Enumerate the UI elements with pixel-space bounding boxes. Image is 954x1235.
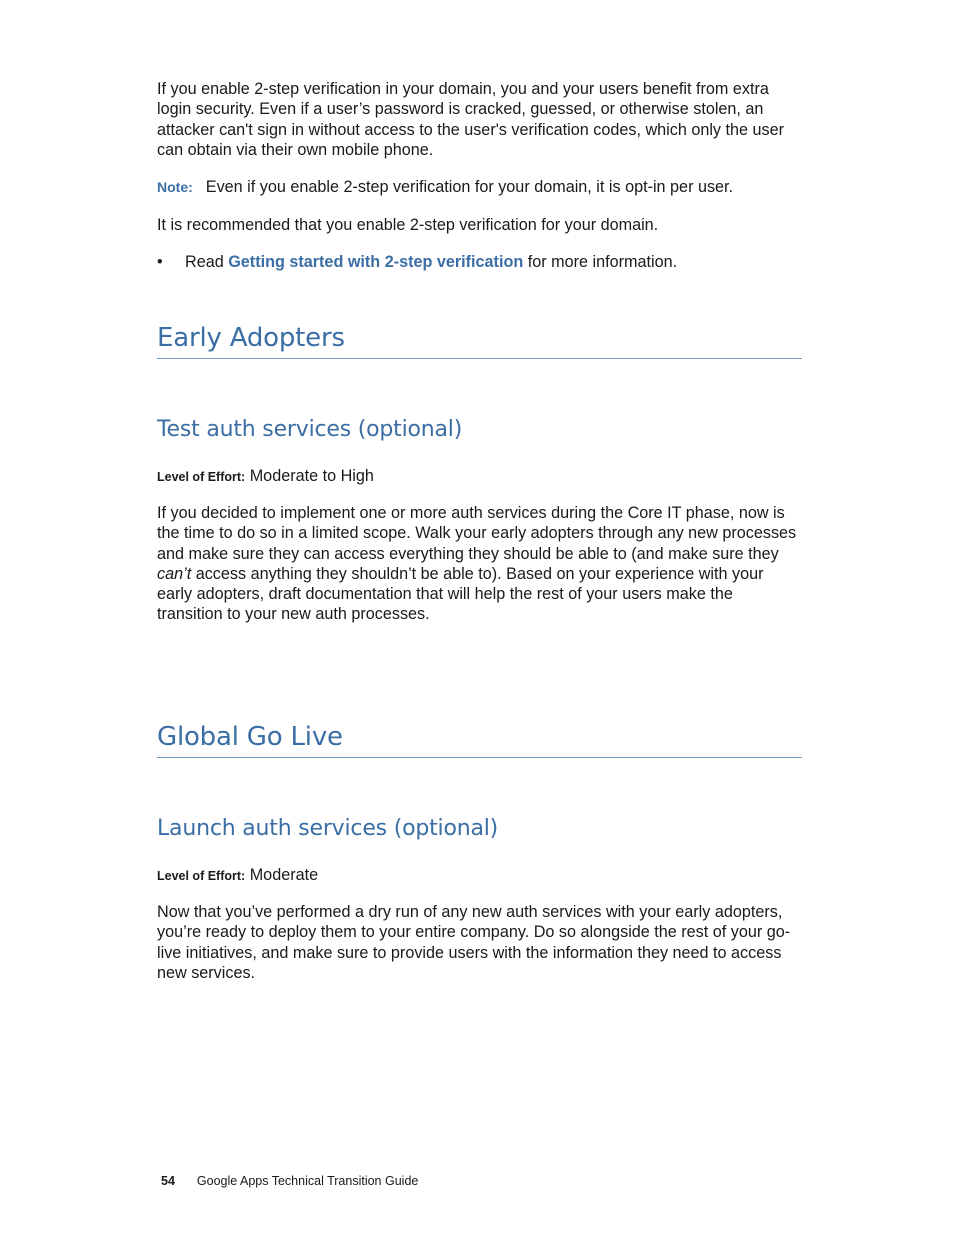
early-paragraph-part1: If you decided to implement one or more auth services during the Core IT phase, now is the time to do so in a limited scope. Walk your early adopters through any new processes and make sure they can access everything they should be able to (and make sure they [157,504,797,563]
global-effort-label: Level of Effort: [157,869,246,883]
note [157,177,802,197]
bullet-symbol: • [157,253,163,271]
bullet-suffix: for more information. [523,253,678,271]
early-effort-value: Moderate to High [249,467,374,485]
early-adopters-paragraph [157,503,802,625]
footer-title: Google Apps Technical Transition Guide [196,1174,419,1188]
global-go-live-paragraph: Now that you’ve performed a dry run of any new auth services with your early adopters, you’re ready to deploy them to your entire company. Do so alongside the rest of your go-live initiatives, and make sure to provide users with the information they need to access new services. [157,903,791,982]
early-effort-label: Level of Effort: [157,470,246,484]
early-paragraph-part2: access anything they shouldn’t be able to). Based on your experience with your early adopters, draft documentation that will help the rest of your users make the transition to your new auth processes. [157,564,764,624]
note-text: Even if you enable 2-step verification for your domain, it is opt-in per user. [205,178,734,196]
test-auth-heading: Test auth services (optional) [157,417,463,442]
global-effort-value: Moderate [249,866,319,884]
early-paragraph-em: can’t [157,564,192,583]
recommendation-paragraph: It is recommended that you enable 2-step verification for your domain. [157,216,659,234]
page-footer [161,1174,418,1188]
global-effort [157,865,802,886]
bullet-prefix: Read [185,253,229,271]
early-effort [157,466,802,487]
launch-auth-heading: Launch auth services (optional) [157,816,499,841]
intro-paragraph: If you enable 2-step verification in your domain, you and your users benefit from extra login security. Even if a user’s password is cracked, guessed, or otherwise stolen, an attacker can't sign in without access to the user's verification codes, which only the user can obtain via their own mobile phone. [157,80,785,159]
bullet-text [185,252,677,272]
note-label: Note: [157,179,193,195]
early-adopters-heading: Early Adopters [157,323,802,359]
getting-started-link[interactable]: Getting started with 2-step verification [228,253,524,271]
page-number: 54 [161,1174,175,1188]
global-go-live-heading: Global Go Live [157,722,802,758]
